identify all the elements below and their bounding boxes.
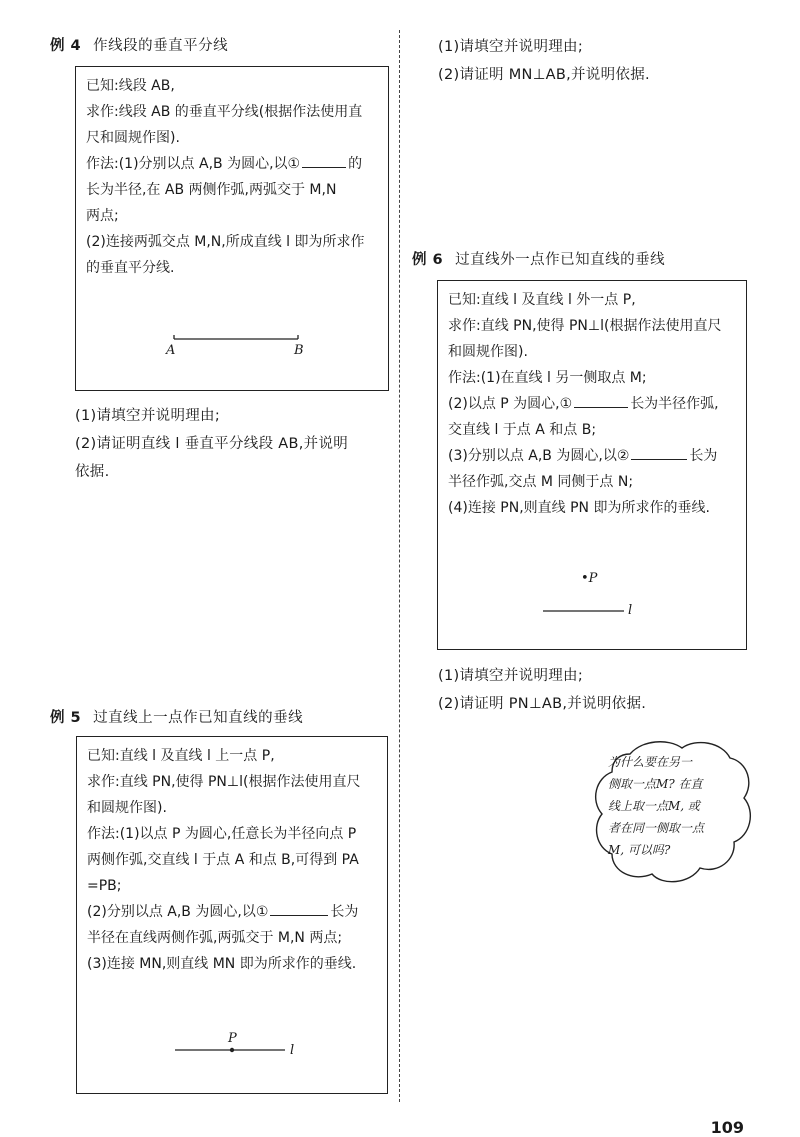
method-line-3: 两点; <box>86 208 119 224</box>
point-b-label: B <box>294 343 304 358</box>
page-number: 109 <box>710 1118 744 1137</box>
example-heading: 过直线上一点作已知直线的垂线 <box>93 710 304 726</box>
question-1: (1)请填空并说明理由; <box>438 39 584 55</box>
example-6-title <box>412 248 665 269</box>
segment-ab-figure <box>76 67 390 392</box>
example-number: 例 4 <box>50 38 82 54</box>
cloud-text: 为什么要在另一 侧取一点M? 在直 线上取一点M, 或 者在同一侧取一点 M, 可以吗? <box>608 755 705 857</box>
method-line-4: (3)分别以点 A,B 为圆心,以② 长为 <box>448 443 738 469</box>
method-line-2: 两侧作弧,交直线 l 于点 A 和点 B,可得到 PA <box>87 852 359 868</box>
point-p <box>230 1048 234 1052</box>
construct-line-cont: 和圆规作图). <box>87 800 167 816</box>
method-line-6: (3)连接 MN,则直线 MN 即为所求作的垂线. <box>87 956 357 972</box>
question-1: (1)请填空并说明理由; <box>75 408 221 424</box>
example-6-box <box>437 280 747 650</box>
question-2: (2)请证明直线 l 垂直平分线段 AB,并说明 <box>75 436 349 452</box>
given-line: 已知:线段 AB, <box>86 78 175 94</box>
line-l-label: l <box>628 603 633 618</box>
given-line: 已知:直线 l 及直线 l 外一点 P, <box>448 292 636 308</box>
example-number: 例 6 <box>412 252 444 268</box>
construct-line-cont: 尺和圆规作图). <box>86 130 180 146</box>
method-line-1: 作法:(1)分别以点 A,B 为圆心,以① 的 <box>86 151 380 177</box>
method-line-1: 作法:(1)以点 P 为圆心,任意长为半径向点 P <box>87 826 357 842</box>
example-number: 例 5 <box>50 710 82 726</box>
method-line-2: (2)以点 P 为圆心,① 长为半径作弧, <box>448 391 738 417</box>
question-2: (2)请证明 MN⊥AB,并说明依据. <box>438 67 650 83</box>
question-2-cont: 依据. <box>75 464 110 480</box>
example-heading: 过直线外一点作已知直线的垂线 <box>455 252 666 268</box>
line-l-figure <box>438 281 748 651</box>
example-4-questions <box>75 402 348 486</box>
example-5-title <box>50 706 303 727</box>
method-line-5: 半径作弧,交点 M 同侧于点 N; <box>448 474 634 490</box>
construct-line: 求作:直线 PN,使得 PN⊥l(根据作法使用直尺 <box>87 774 361 790</box>
method-line-4: (2)分别以点 A,B 为圆心,以① 长为 <box>87 899 379 925</box>
construct-line-cont: 和圆规作图). <box>448 344 528 360</box>
construct-line: 求作:直线 PN,使得 PN⊥l(根据作法使用直尺 <box>448 318 722 334</box>
method-line-3: 交直线 l 于点 A 和点 B; <box>448 422 597 438</box>
example-4-title <box>50 34 228 55</box>
example-6-questions <box>438 662 646 718</box>
method-line-2: 长为半径,在 AB 两侧作弧,两弧交于 M,N <box>86 182 337 198</box>
question-1: (1)请填空并说明理由; <box>438 668 584 684</box>
point-p-label: P <box>228 1031 237 1046</box>
method-line-6: (4)连接 PN,则直线 PN 即为所求作的垂线. <box>448 500 710 516</box>
example-5-box <box>76 736 388 1094</box>
example-4-box <box>75 66 389 391</box>
point-a-label: A <box>166 343 176 358</box>
method-line-5: 半径在直线两侧作弧,两弧交于 M,N 两点; <box>87 930 343 946</box>
method-line-1: 作法:(1)在直线 l 另一侧取点 M; <box>448 370 647 386</box>
point-p-label: •P <box>581 571 598 586</box>
construct-line: 求作:线段 AB 的垂直平分线(根据作法使用直 <box>86 104 363 120</box>
question-2: (2)请证明 PN⊥AB,并说明依据. <box>438 696 647 712</box>
given-line: 已知:直线 l 及直线 l 上一点 P, <box>87 748 275 764</box>
example-5-questions <box>438 33 650 89</box>
example-heading: 作线段的垂直平分线 <box>93 38 229 54</box>
method-line-3: =PB; <box>87 878 122 894</box>
line-l-label: l <box>290 1043 295 1058</box>
method-line-4: (2)连接两弧交点 M,N,所成直线 l 即为所求作 <box>86 234 365 250</box>
method-line-5: 的垂直平分线. <box>86 260 175 276</box>
column-divider <box>399 30 400 1102</box>
